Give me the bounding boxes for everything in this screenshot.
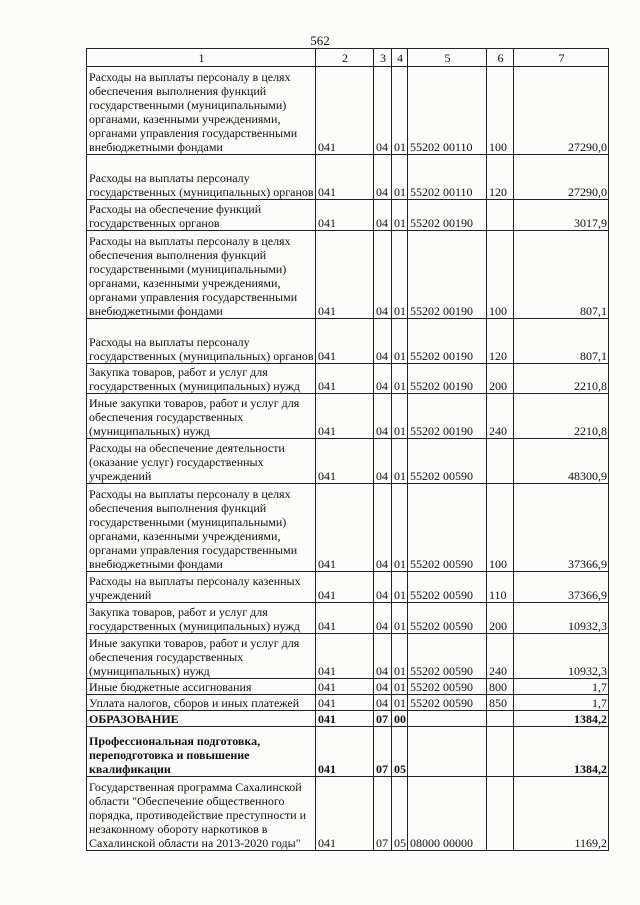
cell-target-article: 55202 00590 (408, 603, 487, 634)
header-cell: 4 (392, 49, 408, 67)
cell-name: Расходы на выплаты персоналу в целях обеспечения выполнения функций государственными (муниципальными) органами, казенными учреждениями, органами управления государственными внебюджетными фондами (87, 484, 316, 572)
cell-ministry-code: 041 (316, 67, 374, 155)
cell-subsection: 01 (392, 364, 408, 394)
cell-target-article: 55202 00190 (408, 394, 487, 439)
cell-ministry-code: 041 (316, 200, 374, 231)
cell-section: 04 (374, 231, 392, 319)
budget-table (86, 48, 609, 851)
cell-ministry-code: 041 (316, 319, 374, 364)
cell-subsection: 05 (392, 727, 408, 777)
cell-ministry-code: 041 (316, 777, 374, 851)
cell-subsection: 01 (392, 603, 408, 634)
cell-section: 04 (374, 634, 392, 679)
cell-ministry-code: 041 (316, 679, 374, 695)
cell-subsection: 00 (392, 711, 408, 727)
cell-expense-type: 120 (487, 319, 514, 364)
cell-ministry-code: 041 (316, 695, 374, 711)
cell-ministry-code: 041 (316, 155, 374, 200)
cell-subsection: 01 (392, 394, 408, 439)
cell-subsection: 01 (392, 484, 408, 572)
cell-expense-type: 200 (487, 364, 514, 394)
cell-name: Иные закупки товаров, работ и услуг для обеспечения государственных (муниципальных) нужд (87, 634, 316, 679)
table-row (87, 67, 609, 155)
table-row (87, 319, 609, 364)
cell-target-article (408, 711, 487, 727)
cell-amount: 37366,9 (514, 484, 609, 572)
cell-target-article: 55202 00110 (408, 155, 487, 200)
cell-amount: 807,1 (514, 231, 609, 319)
cell-name: Расходы на обеспечение деятельности (оказание услуг) государственных учреждений (87, 439, 316, 484)
cell-section: 07 (374, 727, 392, 777)
cell-subsection: 01 (392, 634, 408, 679)
cell-subsection: 05 (392, 777, 408, 851)
cell-ministry-code: 041 (316, 727, 374, 777)
cell-amount: 10932,3 (514, 603, 609, 634)
table-row (87, 364, 609, 394)
cell-target-article: 55202 00590 (408, 679, 487, 695)
cell-name: Расходы на выплаты персоналу в целях обеспечения выполнения функций государственными (муниципальными) органами, казенными учреждениями, органами управления государственными внебюджетными фондами (87, 67, 316, 155)
header-cell: 3 (374, 49, 392, 67)
cell-target-article: 55202 00590 (408, 484, 487, 572)
cell-target-article: 55202 00190 (408, 319, 487, 364)
cell-amount: 3017,9 (514, 200, 609, 231)
cell-section: 04 (374, 364, 392, 394)
cell-amount: 27290,0 (514, 155, 609, 200)
table-row (87, 603, 609, 634)
cell-amount: 2210,8 (514, 394, 609, 439)
cell-section: 04 (374, 695, 392, 711)
cell-target-article: 55202 00590 (408, 572, 487, 603)
cell-ministry-code: 041 (316, 439, 374, 484)
cell-ministry-code: 041 (316, 231, 374, 319)
cell-target-article: 55202 00190 (408, 200, 487, 231)
cell-subsection: 01 (392, 695, 408, 711)
cell-name: Закупка товаров, работ и услуг для государственных (муниципальных) нужд (87, 364, 316, 394)
cell-section: 07 (374, 777, 392, 851)
table-row (87, 777, 609, 851)
cell-expense-type: 100 (487, 67, 514, 155)
cell-section: 04 (374, 572, 392, 603)
table-row (87, 394, 609, 439)
cell-section: 04 (374, 603, 392, 634)
cell-name: ОБРАЗОВАНИЕ (87, 711, 316, 727)
table-row (87, 155, 609, 200)
cell-name: Иные закупки товаров, работ и услуг для обеспечения государственных (муниципальных) нужд (87, 394, 316, 439)
cell-name: Государственная программа Сахалинской области "Обеспечение общественного порядка, противодействие преступности и незаконному обороту наркотиков в Сахалинской области на 2013-2020 годы" (87, 777, 316, 851)
cell-target-article: 55202 00590 (408, 695, 487, 711)
table-row (87, 439, 609, 484)
cell-subsection: 01 (392, 200, 408, 231)
header-cell: 5 (408, 49, 487, 67)
cell-target-article: 08000 00000 (408, 777, 487, 851)
cell-subsection: 01 (392, 439, 408, 484)
cell-expense-type: 100 (487, 231, 514, 319)
cell-expense-type: 200 (487, 603, 514, 634)
cell-subsection: 01 (392, 155, 408, 200)
cell-section: 04 (374, 439, 392, 484)
table-row (87, 679, 609, 695)
cell-amount: 1384,2 (514, 711, 609, 727)
cell-expense-type (487, 727, 514, 777)
cell-name: Расходы на выплаты персоналу государственных (муниципальных) органов (87, 319, 316, 364)
cell-name: Расходы на выплаты персоналу в целях обеспечения выполнения функций государственными (муниципальными) органами, казенными учреждениями, органами управления государственными внебюджетными фондами (87, 231, 316, 319)
cell-amount: 1,7 (514, 679, 609, 695)
cell-subsection: 01 (392, 679, 408, 695)
table-row (87, 695, 609, 711)
cell-amount: 10932,3 (514, 634, 609, 679)
header-cell: 7 (514, 49, 609, 67)
cell-expense-type (487, 777, 514, 851)
cell-amount: 2210,8 (514, 364, 609, 394)
table-row (87, 572, 609, 603)
cell-ministry-code: 041 (316, 484, 374, 572)
cell-subsection: 01 (392, 67, 408, 155)
cell-expense-type (487, 200, 514, 231)
cell-expense-type: 100 (487, 484, 514, 572)
cell-amount: 48300,9 (514, 439, 609, 484)
cell-expense-type: 240 (487, 634, 514, 679)
cell-section: 07 (374, 711, 392, 727)
cell-expense-type: 800 (487, 679, 514, 695)
cell-target-article (408, 727, 487, 777)
table-header-row (87, 49, 609, 67)
cell-section: 04 (374, 484, 392, 572)
table-row (87, 200, 609, 231)
cell-section: 04 (374, 679, 392, 695)
header-cell: 6 (487, 49, 514, 67)
cell-expense-type: 120 (487, 155, 514, 200)
table-row (87, 727, 609, 777)
cell-ministry-code: 041 (316, 634, 374, 679)
cell-section: 04 (374, 200, 392, 231)
cell-name: Расходы на выплаты персоналу казенных учреждений (87, 572, 316, 603)
cell-target-article: 55202 00590 (408, 439, 487, 484)
cell-section: 04 (374, 67, 392, 155)
cell-subsection: 01 (392, 319, 408, 364)
cell-target-article: 55202 00110 (408, 67, 487, 155)
table-row (87, 231, 609, 319)
cell-amount: 1169,2 (514, 777, 609, 851)
cell-amount: 807,1 (514, 319, 609, 364)
cell-section: 04 (374, 155, 392, 200)
cell-amount: 27290,0 (514, 67, 609, 155)
cell-expense-type: 110 (487, 572, 514, 603)
table-row (87, 634, 609, 679)
cell-expense-type (487, 439, 514, 484)
cell-expense-type: 240 (487, 394, 514, 439)
cell-name: Профессиональная подготовка, переподготовка и повышение квалификации (87, 727, 316, 777)
cell-ministry-code: 041 (316, 364, 374, 394)
cell-amount: 1,7 (514, 695, 609, 711)
cell-subsection: 01 (392, 572, 408, 603)
cell-name: Закупка товаров, работ и услуг для государственных (муниципальных) нужд (87, 603, 316, 634)
cell-target-article: 55202 00190 (408, 364, 487, 394)
cell-target-article: 55202 00190 (408, 231, 487, 319)
cell-expense-type (487, 711, 514, 727)
cell-amount: 1384,2 (514, 727, 609, 777)
cell-name: Уплата налогов, сборов и иных платежей (87, 695, 316, 711)
cell-expense-type: 850 (487, 695, 514, 711)
table-row (87, 484, 609, 572)
cell-amount: 37366,9 (514, 572, 609, 603)
cell-name: Иные бюджетные ассигнования (87, 679, 316, 695)
cell-ministry-code: 041 (316, 711, 374, 727)
cell-target-article: 55202 00590 (408, 634, 487, 679)
cell-section: 04 (374, 394, 392, 439)
table-row (87, 711, 609, 727)
cell-ministry-code: 041 (316, 603, 374, 634)
cell-ministry-code: 041 (316, 572, 374, 603)
header-cell: 2 (316, 49, 374, 67)
cell-ministry-code: 041 (316, 394, 374, 439)
cell-subsection: 01 (392, 231, 408, 319)
cell-name: Расходы на обеспечение функций государственных органов (87, 200, 316, 231)
header-cell: 1 (87, 49, 316, 67)
cell-name: Расходы на выплаты персоналу государственных (муниципальных) органов (87, 155, 316, 200)
page-number: 562 (310, 33, 330, 48)
cell-section: 04 (374, 319, 392, 364)
